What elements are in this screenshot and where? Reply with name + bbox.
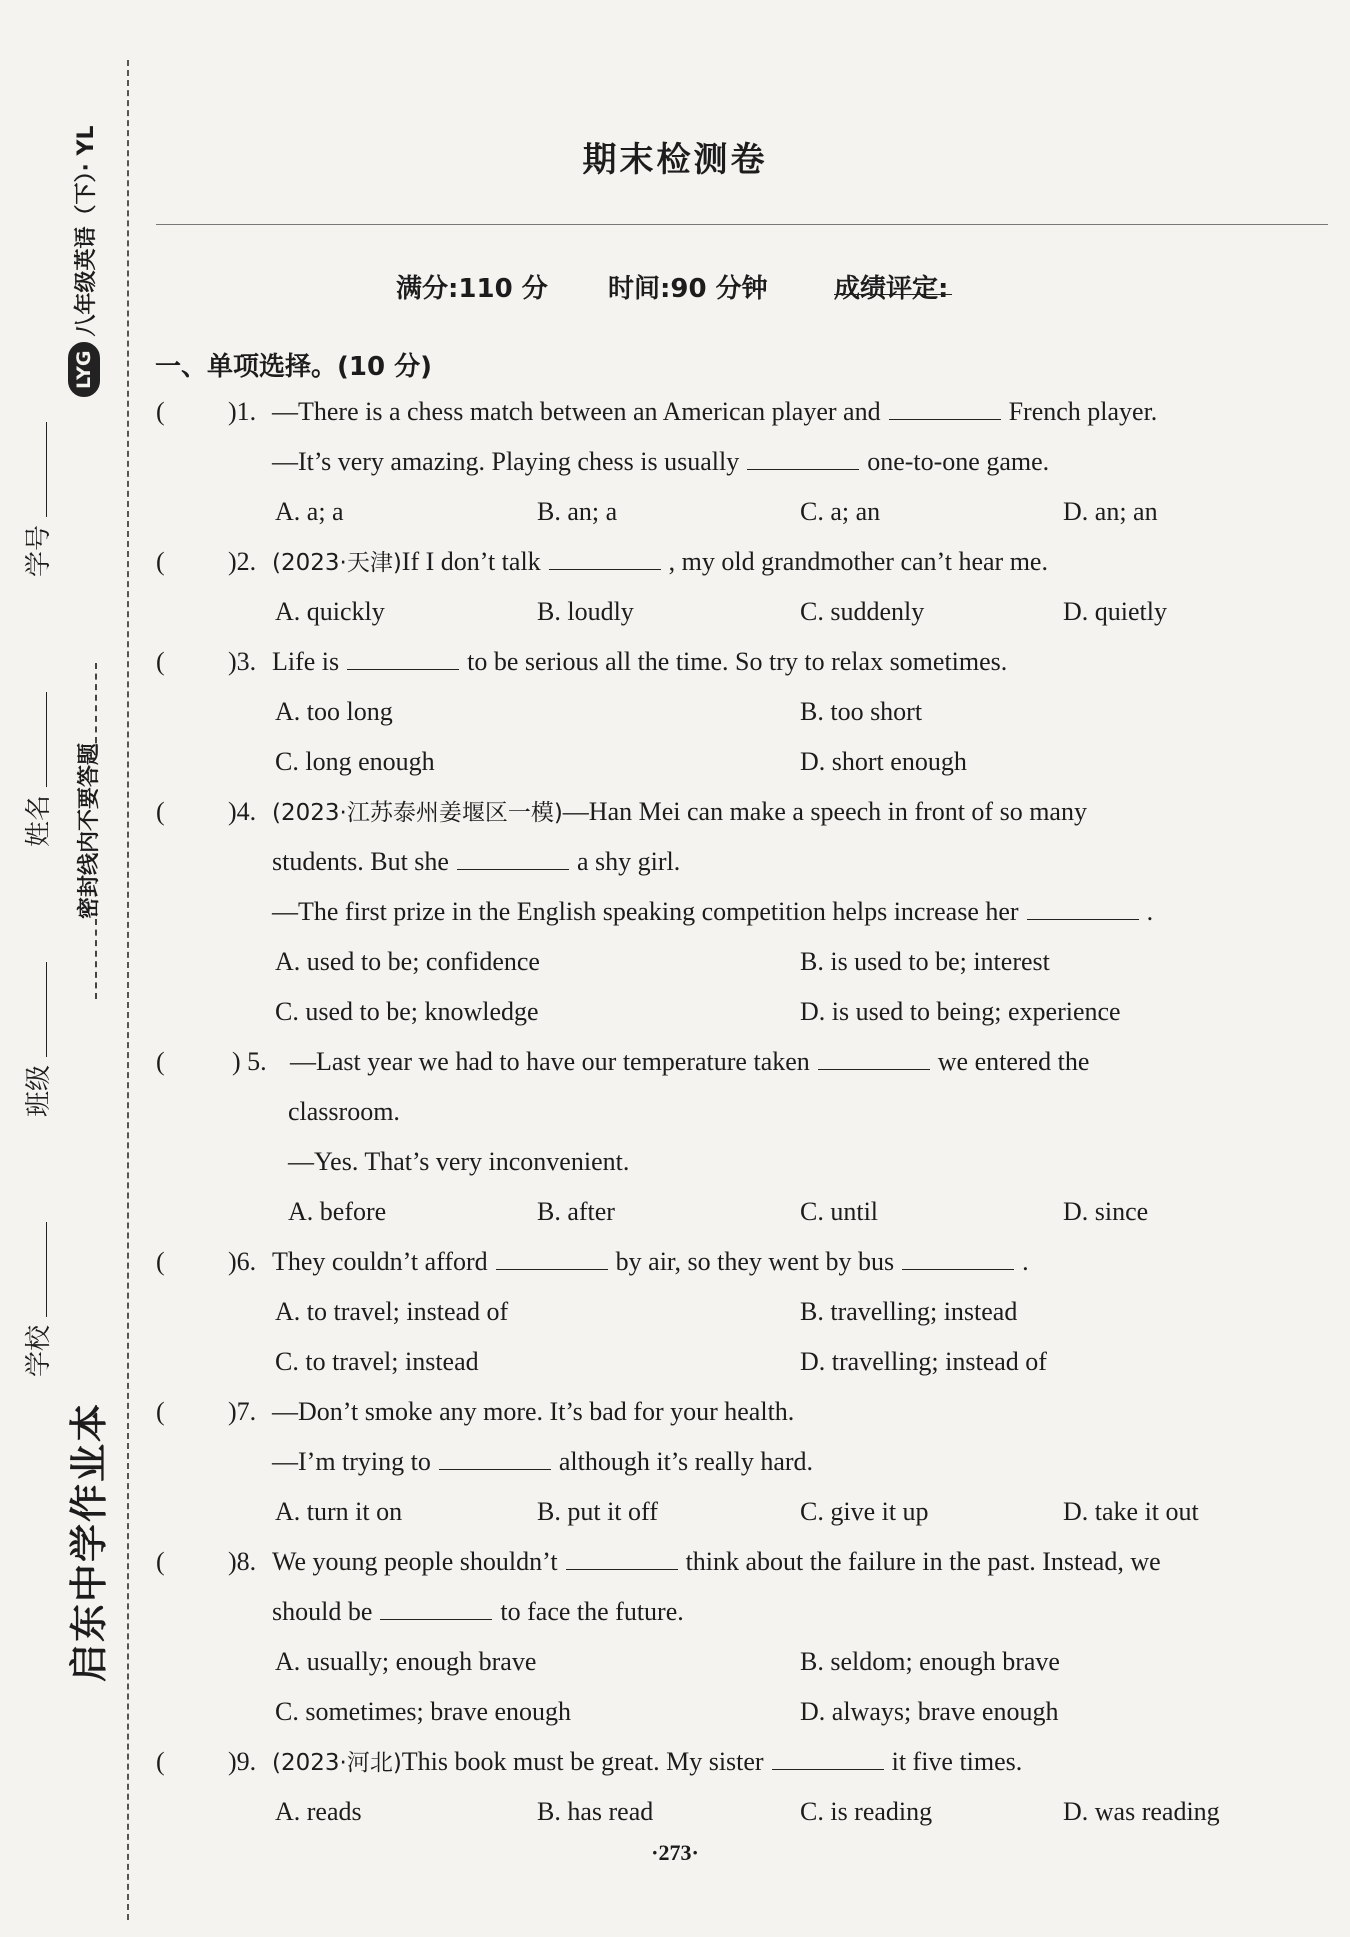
name-field-blank[interactable] xyxy=(24,692,47,787)
question-text-part: —There is a chess match between an American player and xyxy=(272,397,881,426)
question-text-part: —Last year we had to have our temperature taken xyxy=(290,1047,810,1076)
student-id-field xyxy=(18,414,55,577)
answer-paren[interactable]: ( xyxy=(156,1547,165,1576)
seal-warning-text: 密封线内不要答题 xyxy=(77,742,102,919)
question-text-part: to face the future. xyxy=(500,1597,684,1626)
option-a[interactable]: A. too long xyxy=(275,697,393,726)
question-text-part: . xyxy=(1022,1247,1029,1276)
section-title: 一、单项选择。(10 分) xyxy=(155,352,432,382)
question-text-part: —It’s very amazing. Playing chess is usually xyxy=(272,447,740,476)
answer-blank[interactable] xyxy=(347,647,459,670)
question-text-part: . xyxy=(1146,897,1154,926)
question-text-part: We young people shouldn’t xyxy=(272,1547,558,1576)
answer-blank[interactable] xyxy=(1027,897,1139,920)
question-text xyxy=(272,645,1007,679)
option-a[interactable]: A. usually; enough brave xyxy=(275,1647,537,1676)
answer-blank[interactable] xyxy=(457,847,569,870)
class-field-blank[interactable] xyxy=(24,962,47,1057)
answer-paren[interactable]: ( xyxy=(156,547,165,576)
option-a[interactable]: A. a; a xyxy=(275,497,344,526)
question-number: )3. xyxy=(228,647,257,676)
option-b[interactable]: B. loudly xyxy=(537,597,634,626)
question-text: —Yes. That’s very inconvenient. xyxy=(288,1147,630,1176)
option-c[interactable]: C. long enough xyxy=(275,747,435,776)
option-d[interactable]: D. travelling; instead of xyxy=(800,1347,1047,1376)
option-a[interactable]: A. reads xyxy=(275,1797,362,1826)
option-a[interactable]: A. to travel; instead of xyxy=(275,1297,509,1326)
question-text-part: students. But she xyxy=(272,847,449,876)
option-d[interactable]: D. take it out xyxy=(1063,1497,1199,1526)
question-text xyxy=(272,1745,1022,1780)
option-b[interactable]: B. seldom; enough brave xyxy=(800,1647,1060,1676)
student-id-field-blank[interactable] xyxy=(24,422,47,517)
name-field-label: 姓名 xyxy=(24,794,54,847)
option-d[interactable]: D. was reading xyxy=(1063,1797,1220,1826)
full-score: 满分:110 分 xyxy=(396,274,548,304)
question-text-part: —Han Mei can make a speech in front of so many xyxy=(562,797,1087,826)
option-c[interactable]: C. suddenly xyxy=(800,597,925,626)
question-text-part: This book must be great. My sister xyxy=(401,1747,764,1776)
answer-paren[interactable]: ( xyxy=(156,1397,165,1426)
page-title: 期末检测卷 xyxy=(582,140,768,180)
answer-blank[interactable] xyxy=(496,1247,608,1270)
answer-blank[interactable] xyxy=(549,547,661,570)
name-field xyxy=(18,684,55,847)
question-text-part: by air, so they went by bus xyxy=(615,1247,895,1276)
question-text xyxy=(272,845,680,879)
question-text xyxy=(272,1545,1161,1579)
option-c[interactable]: C. sometimes; brave enough xyxy=(275,1697,572,1726)
grade-label: 成绩评定: xyxy=(834,274,949,304)
school-field xyxy=(18,1214,55,1377)
question-text-part: one-to-one game. xyxy=(867,447,1050,476)
option-c[interactable]: C. a; an xyxy=(800,497,881,526)
question-text xyxy=(272,395,1157,429)
option-b[interactable]: B. has read xyxy=(537,1797,654,1826)
question-number: )9. xyxy=(228,1747,257,1776)
option-d[interactable]: D. always; brave enough xyxy=(800,1697,1059,1726)
question-number: )6. xyxy=(228,1247,257,1276)
answer-paren[interactable]: ( xyxy=(156,397,165,426)
school-name: 启东中学作业本 xyxy=(67,1401,111,1682)
question-text-part: should be xyxy=(272,1597,373,1626)
question-text-part: Life is xyxy=(272,647,340,676)
question-text-part: think about the failure in the past. Instead, we xyxy=(685,1547,1161,1576)
title-divider xyxy=(156,224,1328,225)
option-b[interactable]: B. put it off xyxy=(537,1497,658,1526)
question-source: (2023·河北) xyxy=(272,1750,402,1776)
answer-paren[interactable]: ( xyxy=(156,797,165,826)
question-text xyxy=(272,545,1048,580)
answer-blank[interactable] xyxy=(818,1047,930,1070)
question-text-part: it five times. xyxy=(891,1747,1023,1776)
option-b[interactable]: B. too short xyxy=(800,697,923,726)
answer-blank[interactable] xyxy=(566,1547,678,1570)
question-number: )4. xyxy=(228,797,257,826)
option-b[interactable]: B. is used to be; interest xyxy=(800,947,1050,976)
answer-paren[interactable]: ( xyxy=(156,1747,165,1776)
answer-blank[interactable] xyxy=(380,1597,492,1620)
option-c[interactable]: C. is reading xyxy=(800,1797,933,1826)
answer-blank[interactable] xyxy=(889,397,1001,420)
option-d[interactable]: D. since xyxy=(1063,1197,1149,1226)
answer-blank[interactable] xyxy=(747,447,859,470)
question-text xyxy=(272,795,1087,830)
grade-blank[interactable] xyxy=(834,268,952,295)
school-field-blank[interactable] xyxy=(24,1222,47,1317)
binding-strip xyxy=(0,0,120,1937)
question-text xyxy=(272,895,1153,929)
question-text-part: , my old grandmother can’t hear me. xyxy=(668,547,1048,576)
publisher-badge: LYG xyxy=(68,342,100,397)
question-number: ) 5. xyxy=(232,1047,267,1076)
answer-paren[interactable]: ( xyxy=(156,1247,165,1276)
option-d[interactable]: D. quietly xyxy=(1063,597,1167,626)
answer-blank[interactable] xyxy=(439,1447,551,1470)
question-text xyxy=(272,1445,813,1479)
page-number: ·273· xyxy=(651,1840,699,1865)
student-id-field-label: 学号 xyxy=(24,524,54,577)
question-text-part: we entered the xyxy=(937,1047,1090,1076)
option-a[interactable]: A. before xyxy=(288,1197,387,1226)
question-text-part: —I’m trying to xyxy=(272,1447,431,1476)
question-text xyxy=(272,1245,1029,1279)
seal-warning xyxy=(72,663,103,999)
question-text-part: a shy girl. xyxy=(576,847,681,876)
school-field-label: 学校 xyxy=(24,1324,54,1377)
question-text-part: —The first prize in the English speaking competition helps increase her xyxy=(272,897,1019,926)
question-text-part: to be serious all the time. So try to relax sometimes. xyxy=(467,647,1008,676)
seal-line xyxy=(127,60,129,1920)
answer-paren[interactable]: ( xyxy=(156,647,165,676)
option-c[interactable]: C. used to be; knowledge xyxy=(275,997,539,1026)
answer-paren[interactable]: ( xyxy=(156,1047,165,1076)
question-source: (2023·江苏泰州姜堰区一模) xyxy=(272,800,563,826)
class-field xyxy=(18,954,55,1117)
question-text xyxy=(272,445,1049,479)
question-text: —Don’t smoke any more. It’s bad for your health. xyxy=(272,1397,795,1426)
question-text: classroom. xyxy=(288,1097,400,1126)
question-text xyxy=(272,1595,684,1629)
question-text-part: French player. xyxy=(1008,397,1158,426)
option-a[interactable]: A. used to be; confidence xyxy=(275,947,540,976)
answer-blank[interactable] xyxy=(902,1247,1014,1270)
question-text-part: They couldn’t afford xyxy=(272,1247,488,1276)
question-text-part: although it’s really hard. xyxy=(558,1447,814,1476)
answer-blank[interactable] xyxy=(772,1747,884,1770)
class-field-label: 班级 xyxy=(24,1064,54,1117)
option-b[interactable]: B. an; a xyxy=(537,497,618,526)
question-source: (2023·天津) xyxy=(272,550,402,576)
option-c[interactable]: C. until xyxy=(800,1197,879,1226)
option-b[interactable]: B. travelling; instead xyxy=(800,1297,1018,1326)
option-d[interactable]: D. is used to being; experience xyxy=(800,997,1121,1026)
question-number: )7. xyxy=(228,1397,257,1426)
option-c[interactable]: C. to travel; instead xyxy=(275,1347,479,1376)
question-number: )1. xyxy=(228,397,257,426)
question-number: )8. xyxy=(228,1547,257,1576)
option-a[interactable]: A. turn it on xyxy=(275,1497,403,1526)
option-a[interactable]: A. quickly xyxy=(275,597,385,626)
option-d[interactable]: D. short enough xyxy=(800,747,967,776)
question-text xyxy=(290,1045,1089,1079)
option-d[interactable]: D. an; an xyxy=(1063,497,1158,526)
exam-time: 时间:90 分钟 xyxy=(608,274,768,304)
question-text-part: If I don’t talk xyxy=(401,547,541,576)
option-c[interactable]: C. give it up xyxy=(800,1497,929,1526)
option-b[interactable]: B. after xyxy=(537,1197,615,1226)
question-number: )2. xyxy=(228,547,257,576)
course-label: 八年级英语（下）· YL xyxy=(73,125,99,337)
